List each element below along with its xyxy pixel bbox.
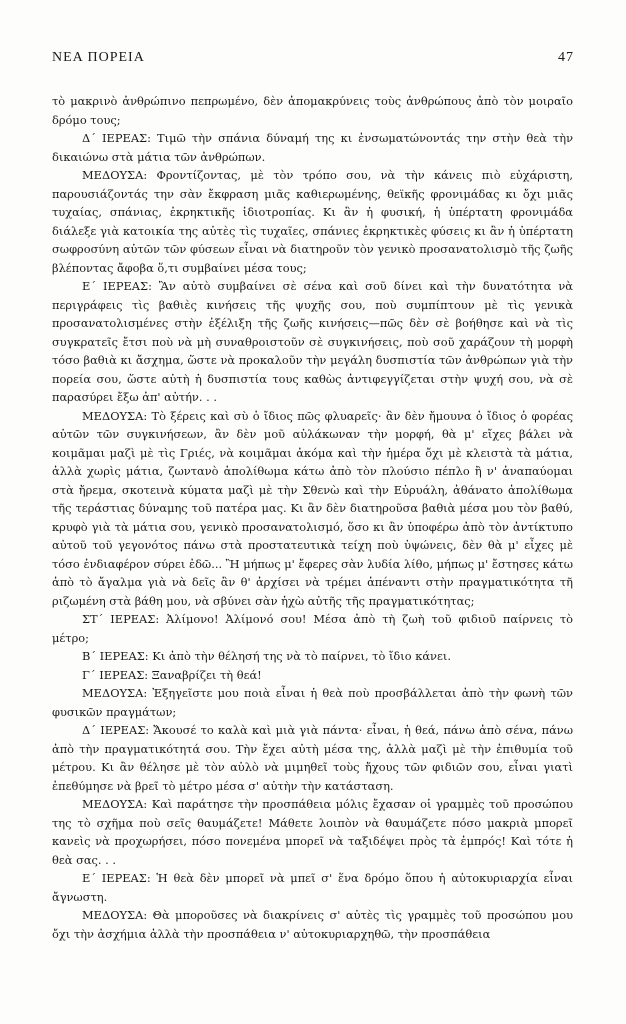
paragraph: Δ΄ ΙΕΡΕΑΣ: Τιμῶ τὴν σπάνια δύναμή της κι ἐνσωματώνοντάς την στὴν θεὰ τὴν δικαιώνω στὰ μάτια τῶν ἀνθρώπων. bbox=[52, 131, 573, 164]
paragraph: ΜΕΔΟΥΣΑ: Τὸ ξέρεις καὶ σὺ ὁ ἴδιος πῶς φλυαρεῖς· ἂν δὲν ἤμουνα ὁ ἴδιος ὁ φορέας αὐτῶν τῶν συγκινήσεων, ἂν δὲν μοῦ αὐλάκωναν τὴν μορφή, θὰ μ' εἴχες βάλει νὰ κοιμᾶμαι μαζὶ μὲ τὶς Γριές, νὰ κοιμᾶμαι ἀκόμα καὶ τὴν ἡμέρα ὄχι μὲ κλειστὰ τὰ μάτια, ἀλλὰ χωρὶς μάτια, ζωντανὸ ἀπολίθωμα κάτω ἀπὸ τὸν πλούσιο πέπλο ἢ ν' ἀναπαύομαι στὰ ἤρεμα, σκοτεινὰ κύματα μαζὶ μὲ τὴν Σθενὼ καὶ τὴν Εὐρυάλη, ἀθάνατο ἀπολίθωμα τῆς τεράστιας δύναμης τοῦ πατέρα μας. Κι ἂν δὲν διατηροῦσα βαθιὰ μέσα μου τὸν βαθύ, κρυφὸ γιὰ τὰ μάτια σου, γενικὸ προσανατολισμό, ὅσο κι ἂν ὑποφέρω ἀπὸ τὸν ἀντίκτυπο αὐτοῦ τοῦ γεγονότος πάνω στὰ προστατευτικὰ τείχη ποὺ ὑψώνεις, δὲν θὰ μ' εἶχες μὲ τόσο ἐνδιαφέρον σύρει ἐδῶ... Ἢ μήπως μ' ἔφερες σὰν λυδία λίθο, μήπως μ' ἔστησες κάτω ἀπὸ τὸ ἄγαλμα γιὰ νὰ δεῖς ἂν θ' ἀρχίσει νὰ τρέμει ἀπέναντι στὴν πραγματικότητα τῆ ριζωμένη στὰ βάθη μου, νὰ σβύνει σὰν ἠχὼ αὐτῆς τῆς πραγματικότητας; bbox=[52, 408, 573, 608]
paragraph: ΜΕΔΟΥΣΑ: Ἐξηγεῖστε μου ποιὰ εἶναι ἡ θεὰ ποὺ προσβάλλεται ἀπὸ τὴν φωνὴ τῶν φυσικῶν πραγμάτων; bbox=[52, 686, 573, 719]
text-body bbox=[52, 92, 573, 943]
paragraph: Β΄ ΙΕΡΕΑΣ: Κι ἀπὸ τὴν θέλησή της νὰ τὸ παίρνει, τὸ ἴδιο κάνει. bbox=[82, 649, 451, 663]
paragraph: Γ΄ ΙΕΡΕΑΣ: Ξαναβρίζει τὴ θεά! bbox=[82, 667, 262, 682]
page-number: 47 bbox=[558, 50, 574, 65]
paragraph: ΜΕΔΟΥΣΑ: Φροντίζοντας, μὲ τὸν τρόπο σου, νὰ τὴν κάνεις πιὸ εὐχάριστη, παρουσιάζοντάς την σὰν ἔκφραση μιᾶς καθιερωμένης, θεϊκῆς φρονιμάδας κι ὄχι μιᾶς τυχαίας, σπάνιας, ἐκρηκτικῆς ἰδιοτροπίας. Κι ἂν ἡ φυσική, ἡ ὑπέρτατη φρονιμάδα διάλεξε γιὰ κατοικία της αὐτὲς τὶς τυχαῖες, σπάνιες ἐκρηκτικὲς φύσεις κι ἂν ἡ ὑπέρτατη σωφροσύνη αὐτῶν τῶν φύσεων εἶναι νὰ διατηροῦν τὸν γενικὸ προσανατολισμὸ τῆς ζωῆς βλέποντας ἄφοβα ὅ,τι συμβαίνει μέσα τους; bbox=[52, 168, 573, 275]
paragraph: τὸ μακρινὸ ἀνθρώπινο πεπρωμένο, δὲν ἀπομακρύνεις τοὺς ἀνθρώπους ἀπὸ τὸν μοιραῖο δρόμο τους; bbox=[52, 94, 573, 127]
paragraph: Δ΄ ΙΕΡΕΑΣ: Ἄκουσέ το καλὰ καὶ μιὰ γιὰ πάντα· εἶναι, ἡ θεά, πάνω ἀπὸ σένα, πάνω ἀπὸ τὴν πραγματικότητά σου. Τὴν ἔχει αὐτὴ μέσα της, ἀλλὰ μαζὶ μὲ τὴν ἐπιθυμία τοῦ μέτρου. Κι ἂν θέλησε μὲ τὸν αὐλὸ νὰ μιμηθεῖ τοὺς ἤχους τῶν φιδιῶν σου, εἶναι γιατὶ ἐπεθύμησε νὰ βρεῖ τὸ μέτρο μέσα σ' αὐτὴν τὴν κατάσταση. bbox=[52, 723, 573, 793]
running-header bbox=[52, 50, 574, 72]
paragraph: ΜΕΔΟΥΣΑ: Καὶ παράτησε τὴν προσπάθεια μόλις ἔχασαν οἱ γραμμὲς τοῦ προσώπου της τὸ σχῆμα ποὺ σεῖς θαυμάζετε! Μάθετε λοιπὸν νὰ θαυμάζετε πόσο μακριὰ μπορεῖ κανεὶς νὰ προχωρήσει, πόσο πονεμένα μπορεῖ νὰ ταξιδέψει πρὸς τὰ ἐμπρός! Καὶ τότε ἡ θεὰ σας. . . bbox=[52, 797, 573, 867]
paragraph: Ε΄ ΙΕΡΕΑΣ: Ἂν αὐτὸ συμβαίνει σὲ σένα καὶ σοῦ δίνει καὶ τὴν δυνατότητα νὰ περιγράφεις τὶς βαθιὲς κινήσεις τῆς ψυχῆς σου, ποὺ συμπίπτουν μὲ τὶς γενικὰ προσανατολισμένες στὴν ἐξέλιξη τῆς ζωῆς κινήσεις—πῶς δὲν σὲ βοήθησε καὶ νὰ τὶς συγκρατεῖς ἔτσι ποὺ νὰ μὴ συναθροιστοῦν σὲ συγκινήσεις, ποὺ σοῦ χαράζουν τὴ μορφὴ τόσο βαθιὰ κι ἄσχημα, ὥστε νὰ προκαλοῦν τὴν μεγάλη δυσπιστία τῶν ἀνθρώπων γιὰ τὴν πορεία σου, ὥστε αὐτὴ ἡ δυσπιστία τους καθὼς ἀντιφεγγίζεται στὴν ψυχή σου, νὰ σὲ παρασύρει ἔξω ἀπ' αὐτήν. . . bbox=[52, 279, 573, 404]
journal-title: ΝΕΑ ΠΟΡΕΙΑ bbox=[52, 50, 145, 65]
paragraph: Ε΄ ΙΕΡΕΑΣ: Ἡ θεὰ δὲν μπορεῖ νὰ μπεῖ σ' ἕνα δρόμο ὅπου ἡ αὐτοκυριαρχία εἶναι ἄγνωστη. bbox=[52, 871, 573, 904]
paragraph: ΣΤ΄ ΙΕΡΕΑΣ: Ἀλίμονο! Ἀλίμονό σου! Μέσα ἀπὸ τὴ ζωὴ τοῦ φιδιοῦ παίρνεις τὸ μέτρο; bbox=[52, 612, 573, 645]
paragraph: ΜΕΔΟΥΣΑ: Θὰ μποροῦσες νὰ διακρίνεις σ' αὐτὲς τὶς γραμμὲς τοῦ προσώπου μου ὄχι τὴν ἀσχήμια ἀλλὰ τὴν προσπάθεια ν' αὐτοκυριαρχηθῶ, τὴν προσπάθεια bbox=[52, 908, 573, 941]
